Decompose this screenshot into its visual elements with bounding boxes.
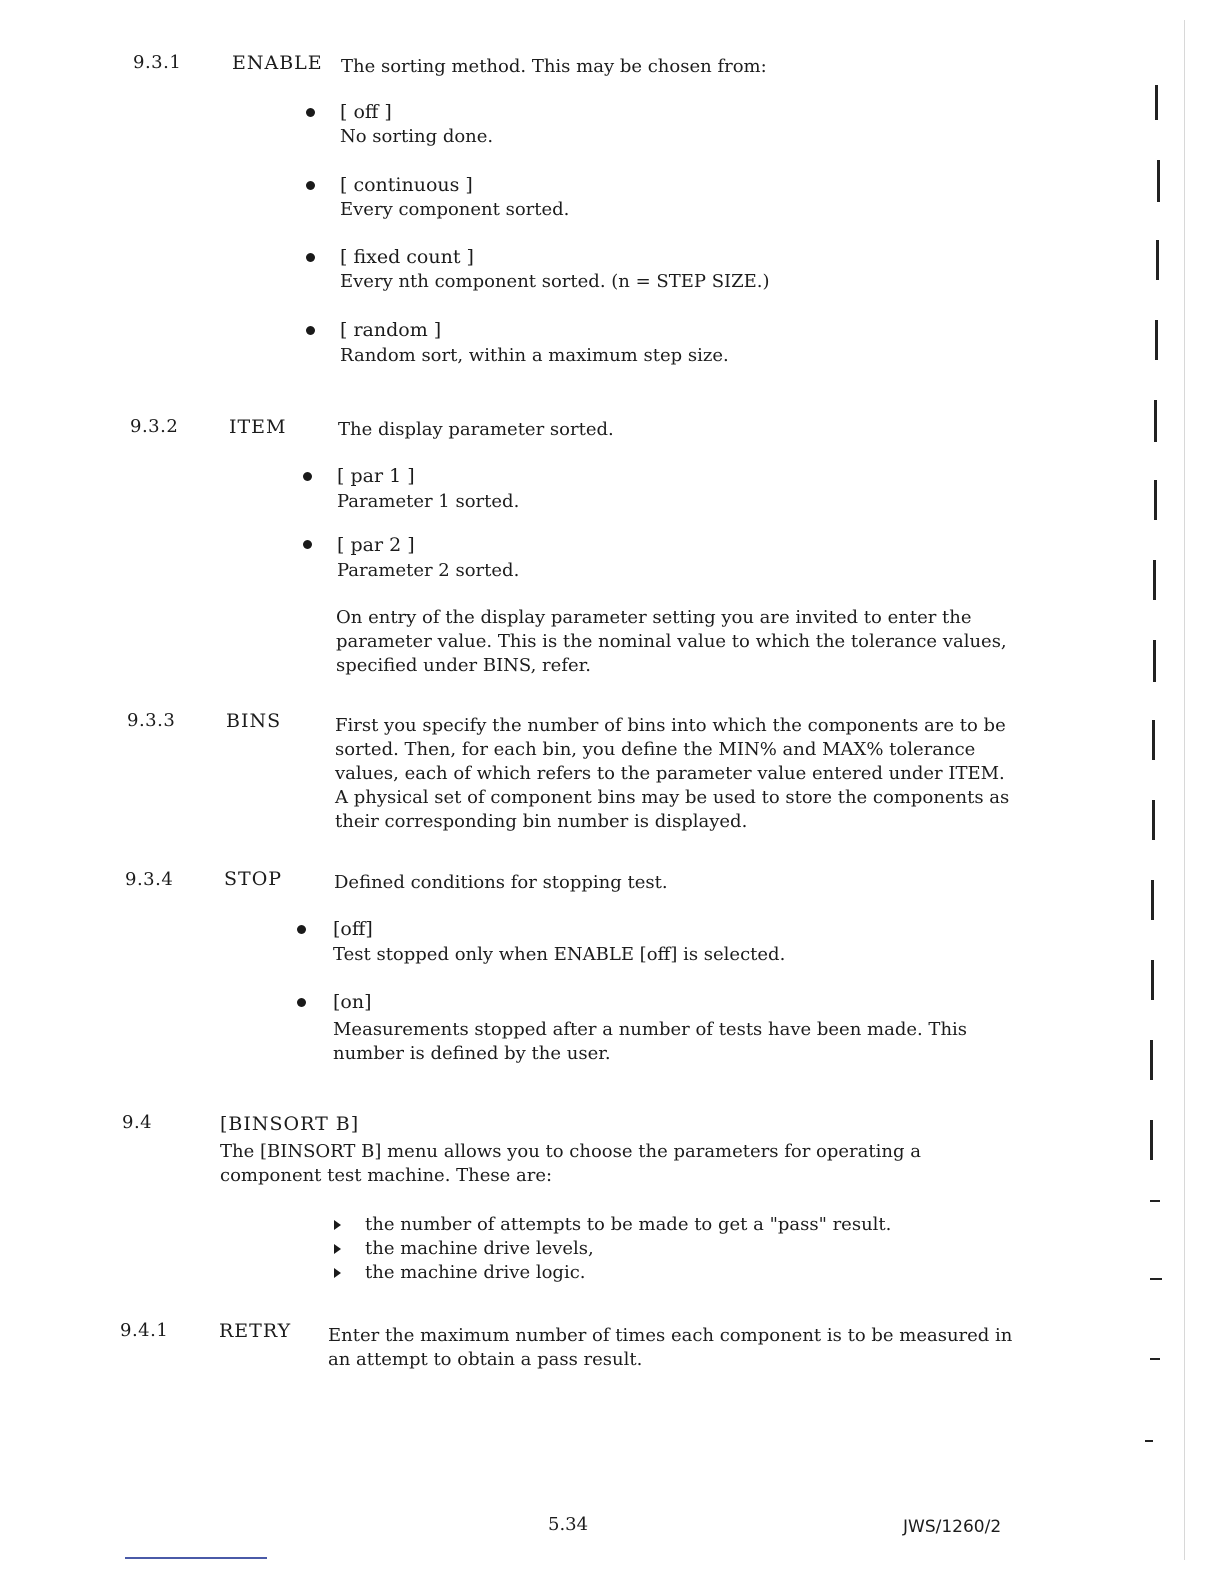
paragraph-line: values, each of which refers to the parameter value entered under ITEM. <box>335 763 1005 784</box>
option-description: Parameter 1 sorted. <box>337 491 520 512</box>
option-label: [ par 2 ] <box>337 534 415 556</box>
list-item: the machine drive logic. <box>365 1262 586 1283</box>
section-number: 9.3.4 <box>125 869 174 890</box>
bullet <box>303 540 312 549</box>
margin-bracket <box>1156 240 1159 280</box>
paragraph-line: On entry of the display parameter setting you are invited to enter the <box>336 607 972 628</box>
option-description: Every component sorted. <box>340 199 570 220</box>
section-number: 9.3.2 <box>130 416 179 437</box>
option-label: [on] <box>333 991 372 1013</box>
margin-bracket <box>1155 320 1158 360</box>
bullet <box>306 181 315 190</box>
option-label: [ off ] <box>340 101 392 123</box>
section-number: 9.3.3 <box>127 710 176 731</box>
option-description: Random sort, within a maximum step size. <box>340 345 729 366</box>
paragraph-line: number is defined by the user. <box>333 1043 611 1064</box>
paragraph-line: First you specify the number of bins into which the components are to be <box>335 715 1006 736</box>
arrow-bullet <box>334 1244 341 1254</box>
bullet <box>306 253 315 262</box>
section-text: Defined conditions for stopping test. <box>334 872 668 893</box>
margin-bracket <box>1150 1120 1153 1160</box>
option-label: [ par 1 ] <box>337 465 415 487</box>
margin-tick <box>1150 1278 1162 1280</box>
paragraph-line: Measurements stopped after a number of tests have been made. This <box>333 1019 968 1040</box>
bullet <box>297 925 306 934</box>
page-number: 5.34 <box>548 1514 589 1535</box>
arrow-bullet <box>334 1220 341 1230</box>
section-keyword: ENABLE <box>232 52 323 74</box>
section-keyword: STOP <box>224 868 283 890</box>
margin-bracket <box>1154 480 1157 520</box>
margin-bracket <box>1153 640 1156 682</box>
bullet <box>306 326 315 335</box>
bullet <box>306 108 315 117</box>
section-number: 9.3.1 <box>133 52 182 73</box>
option-label: [ random ] <box>340 319 442 341</box>
margin-bracket <box>1150 1040 1153 1080</box>
paragraph <box>220 1140 1020 1188</box>
option-description: Every nth component sorted. (n = STEP SIZE.) <box>340 271 770 292</box>
scan-edge-line <box>1184 20 1185 1560</box>
paragraph <box>333 1018 1023 1066</box>
margin-bracket <box>1152 800 1155 840</box>
margin-bracket <box>1155 85 1158 120</box>
margin-bracket <box>1153 560 1156 600</box>
paragraph-line: parameter value. This is the nominal value to which the tolerance values, <box>336 631 1007 652</box>
option-label: [ fixed count ] <box>340 246 474 268</box>
margin-tick <box>1150 1358 1160 1360</box>
section-title: [BINSORT B] <box>220 1113 360 1135</box>
section-keyword: BINS <box>226 710 282 732</box>
paragraph-line: specified under BINS, refer. <box>336 655 591 676</box>
arrow-bullet <box>334 1268 341 1278</box>
section-number: 9.4.1 <box>120 1320 169 1341</box>
scan-edge-line <box>125 1557 267 1559</box>
option-label: [ continuous ] <box>340 174 473 196</box>
paragraph <box>335 714 1025 834</box>
margin-bracket <box>1152 720 1155 760</box>
paragraph-line: Enter the maximum number of times each component is to be measured in <box>328 1325 1013 1346</box>
bullet <box>297 998 306 1007</box>
option-description: No sorting done. <box>340 126 494 147</box>
paragraph-line: sorted. Then, for each bin, you define the MIN% and MAX% tolerance <box>335 739 976 760</box>
option-label: [off] <box>333 918 373 940</box>
list-item: the number of attempts to be made to get a "pass" result. <box>365 1214 892 1235</box>
list-item: the machine drive levels, <box>365 1238 594 1259</box>
option-description: Test stopped only when ENABLE [off] is selected. <box>333 944 786 965</box>
section-keyword: RETRY <box>219 1320 292 1342</box>
paragraph-line: an attempt to obtain a pass result. <box>328 1349 643 1370</box>
document-reference: JWS/1260/2 <box>903 1517 1002 1537</box>
paragraph-line: their corresponding bin number is displayed. <box>335 811 748 832</box>
margin-bracket <box>1154 400 1157 442</box>
bullet <box>303 472 312 481</box>
paragraph-line: component test machine. These are: <box>220 1165 553 1186</box>
section-text: The display parameter sorted. <box>338 419 614 440</box>
margin-bracket <box>1151 960 1154 1000</box>
paragraph-line: A physical set of component bins may be used to store the components as <box>335 787 1010 808</box>
paragraph <box>336 606 1026 678</box>
paragraph-line: The [BINSORT B] menu allows you to choose the parameters for operating a <box>220 1141 921 1162</box>
margin-tick <box>1150 1200 1160 1202</box>
margin-bracket <box>1151 880 1154 920</box>
margin-bracket <box>1157 160 1160 202</box>
section-text: The sorting method. This may be chosen from: <box>341 56 767 77</box>
paragraph <box>328 1324 1028 1372</box>
section-keyword: ITEM <box>229 416 287 438</box>
margin-tick <box>1145 1440 1153 1442</box>
section-number: 9.4 <box>122 1112 153 1133</box>
option-description: Parameter 2 sorted. <box>337 560 520 581</box>
